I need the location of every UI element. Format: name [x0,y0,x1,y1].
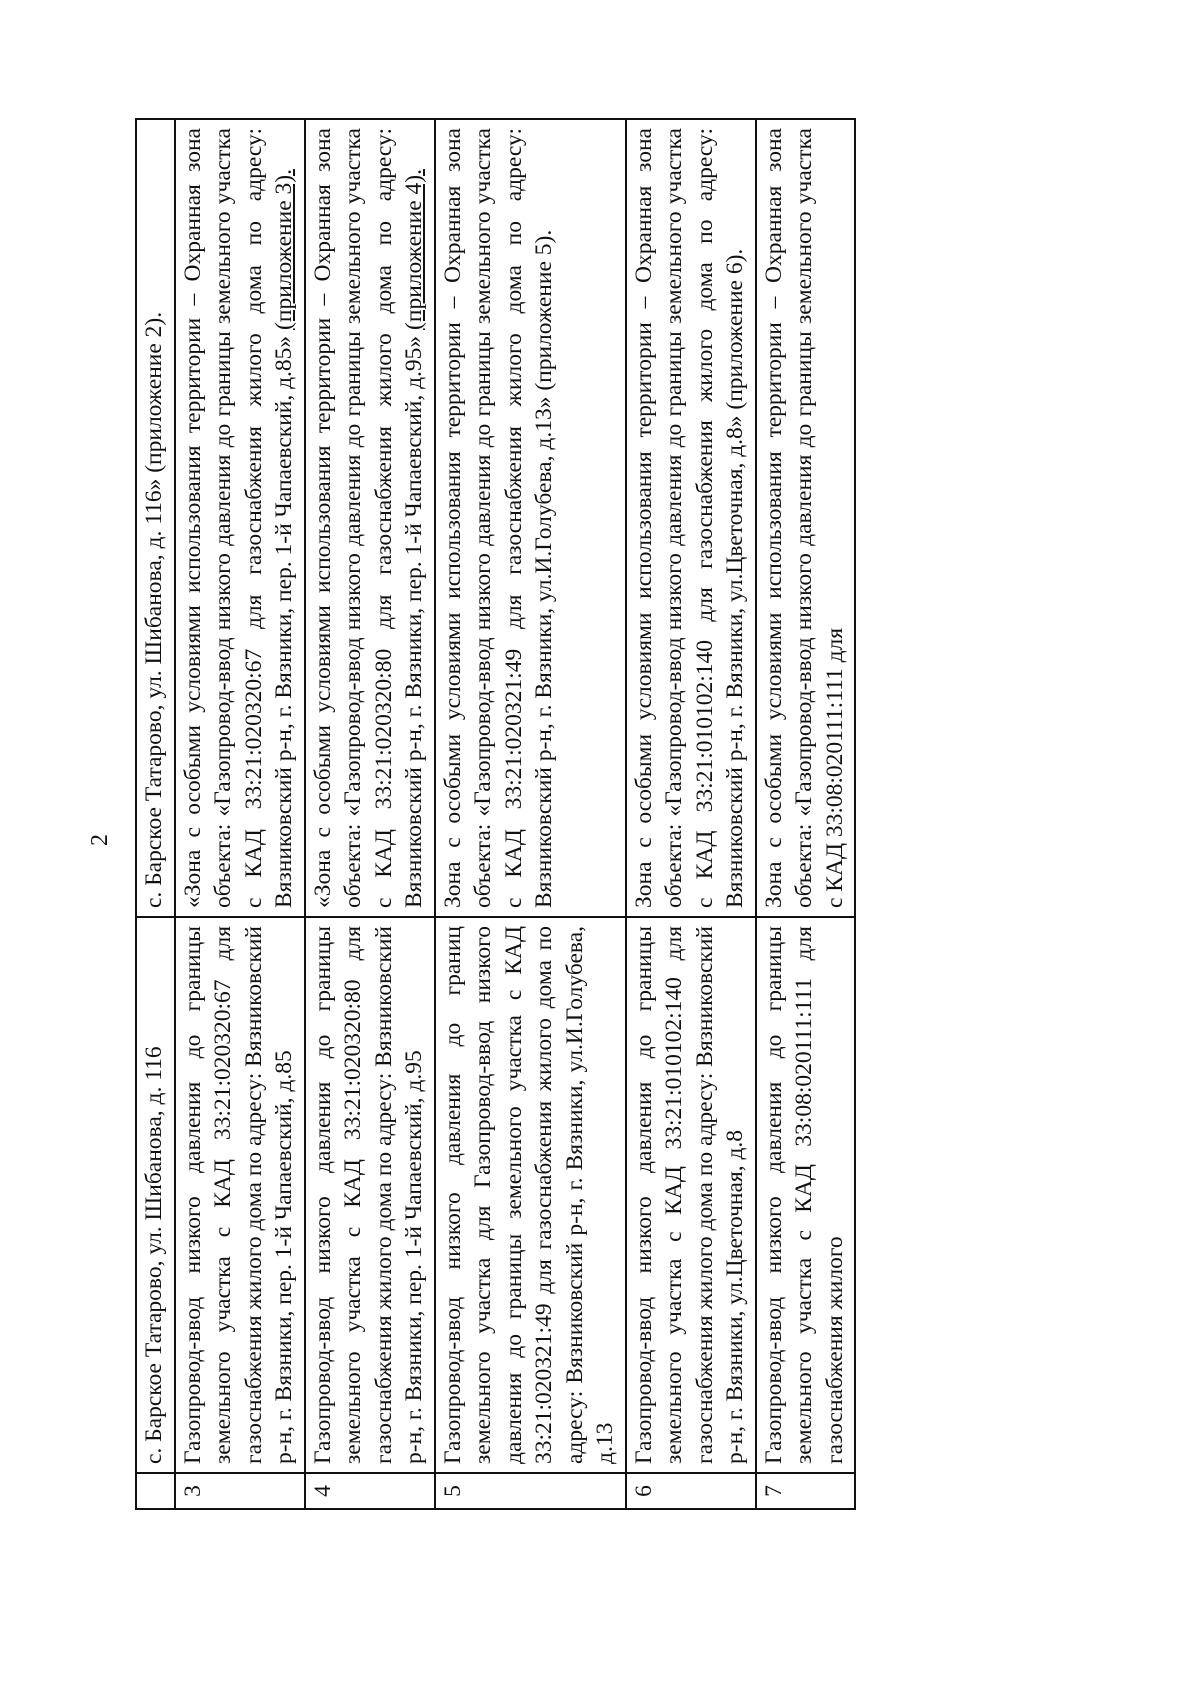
zone-description-text: «Зона с особыми условиями использования территории – Охранная зона объекта: «Газопровод-ввод низкого давления до границы земельного участка с КАД 33:21:020320:80 для газоснабжения жилого дома по адресу: Вязниковский р-н, г. Вязники, пер. 1-й Чапаевский, д.95» [309,128,427,908]
table-row [756,119,856,1509]
zone-description-cell: с. Барское Татарово, ул. Шибанова, д. 116» (приложение 2). [136,119,175,917]
table-row-continued [136,119,175,1509]
row-number: 6 [626,1473,756,1509]
appendix-reference: (приложение 3). [271,169,297,330]
zone-description-text: «Зона с особыми условиями использования территории – Охранная зона объекта: «Газопровод-ввод низкого давления до границы земельного участка с КАД 33:21:020320:67 для газоснабжения жилого дома по адресу: Вязниковский р-н, г. Вязники, пер. 1-й Чапаевский, д.85» [179,128,297,908]
row-number: 7 [756,1473,856,1509]
row-number [136,1473,175,1509]
registry-table [135,118,856,1510]
row-number: 5 [435,1473,626,1509]
object-name-cell: Газопровод-ввод низкого давления до границ земельного участка для Газопровод-ввод низкого давления до границы земельного участка с КАД 33:21:020321:49 для газоснабжения жилого дома по адресу: Вязниковский р-н, г. Вязники, ул.И.Голубева, д.13 [435,917,626,1473]
zone-description-cell: Зона с особыми условиями использования территории – Охранная зона объекта: «Газопровод-ввод низкого давления до границы земельного участка с КАД 33:21:010102:140 для газоснабжения жилого дома по адресу: Вязниковский р-н, г. Вязники, ул.Цветочная, д.8» (приложение 6). [626,119,756,917]
object-name-cell: Газопровод-ввод низкого давления до границы земельного участка с КАД 33:21:020320:67 для газоснабжения жилого дома по адресу: Вязниковский р-н, г. Вязники, пер. 1-й Чапаевский, д.85 [175,917,305,1473]
row-number: 4 [305,1473,435,1509]
rotated-page [80,90,1090,1590]
appendix-reference: (приложение 4). [401,169,427,330]
table-row [435,119,626,1509]
object-name-cell: Газопровод-ввод низкого давления до границы земельного участка с КАД 33:21:020320:80 для газоснабжения жилого дома по адресу: Вязниковский р-н, г. Вязники, пер. 1-й Чапаевский, д.95 [305,917,435,1473]
page-number: 2 [87,834,113,846]
table-row [175,119,305,1509]
object-name-cell: с. Барское Татарово, ул. Шибанова, д. 116 [136,917,175,1473]
table-row [626,119,756,1509]
zone-description-cell [305,119,435,917]
object-name-cell: Газопровод-ввод низкого давления до границы земельного участка с КАД 33:08:020111:111 для газоснабжения жилого [756,917,856,1473]
row-number: 3 [175,1473,305,1509]
object-name-cell: Газопровод-ввод низкого давления до границы земельного участка с КАД 33:21:010102:140 для газоснабжения жилого дома по адресу: Вязниковский р-н, г. Вязники, ул.Цветочная, д.8 [626,917,756,1473]
zone-description-cell: Зона с особыми условиями использования территории – Охранная зона объекта: «Газопровод-ввод низкого давления до границы земельного участка с КАД 33:08:020111:111 для [756,119,856,917]
table-row [305,119,435,1509]
zone-description-cell: Зона с особыми условиями использования территории – Охранная зона объекта: «Газопровод-ввод низкого давления до границы земельного участка с КАД 33:21:020321:49 для газоснабжения жилого дома по адресу: Вязниковский р-н, г. Вязники, ул.И.Голубева, д.13» (приложение 5). [435,119,626,917]
zone-description-cell [175,119,305,917]
